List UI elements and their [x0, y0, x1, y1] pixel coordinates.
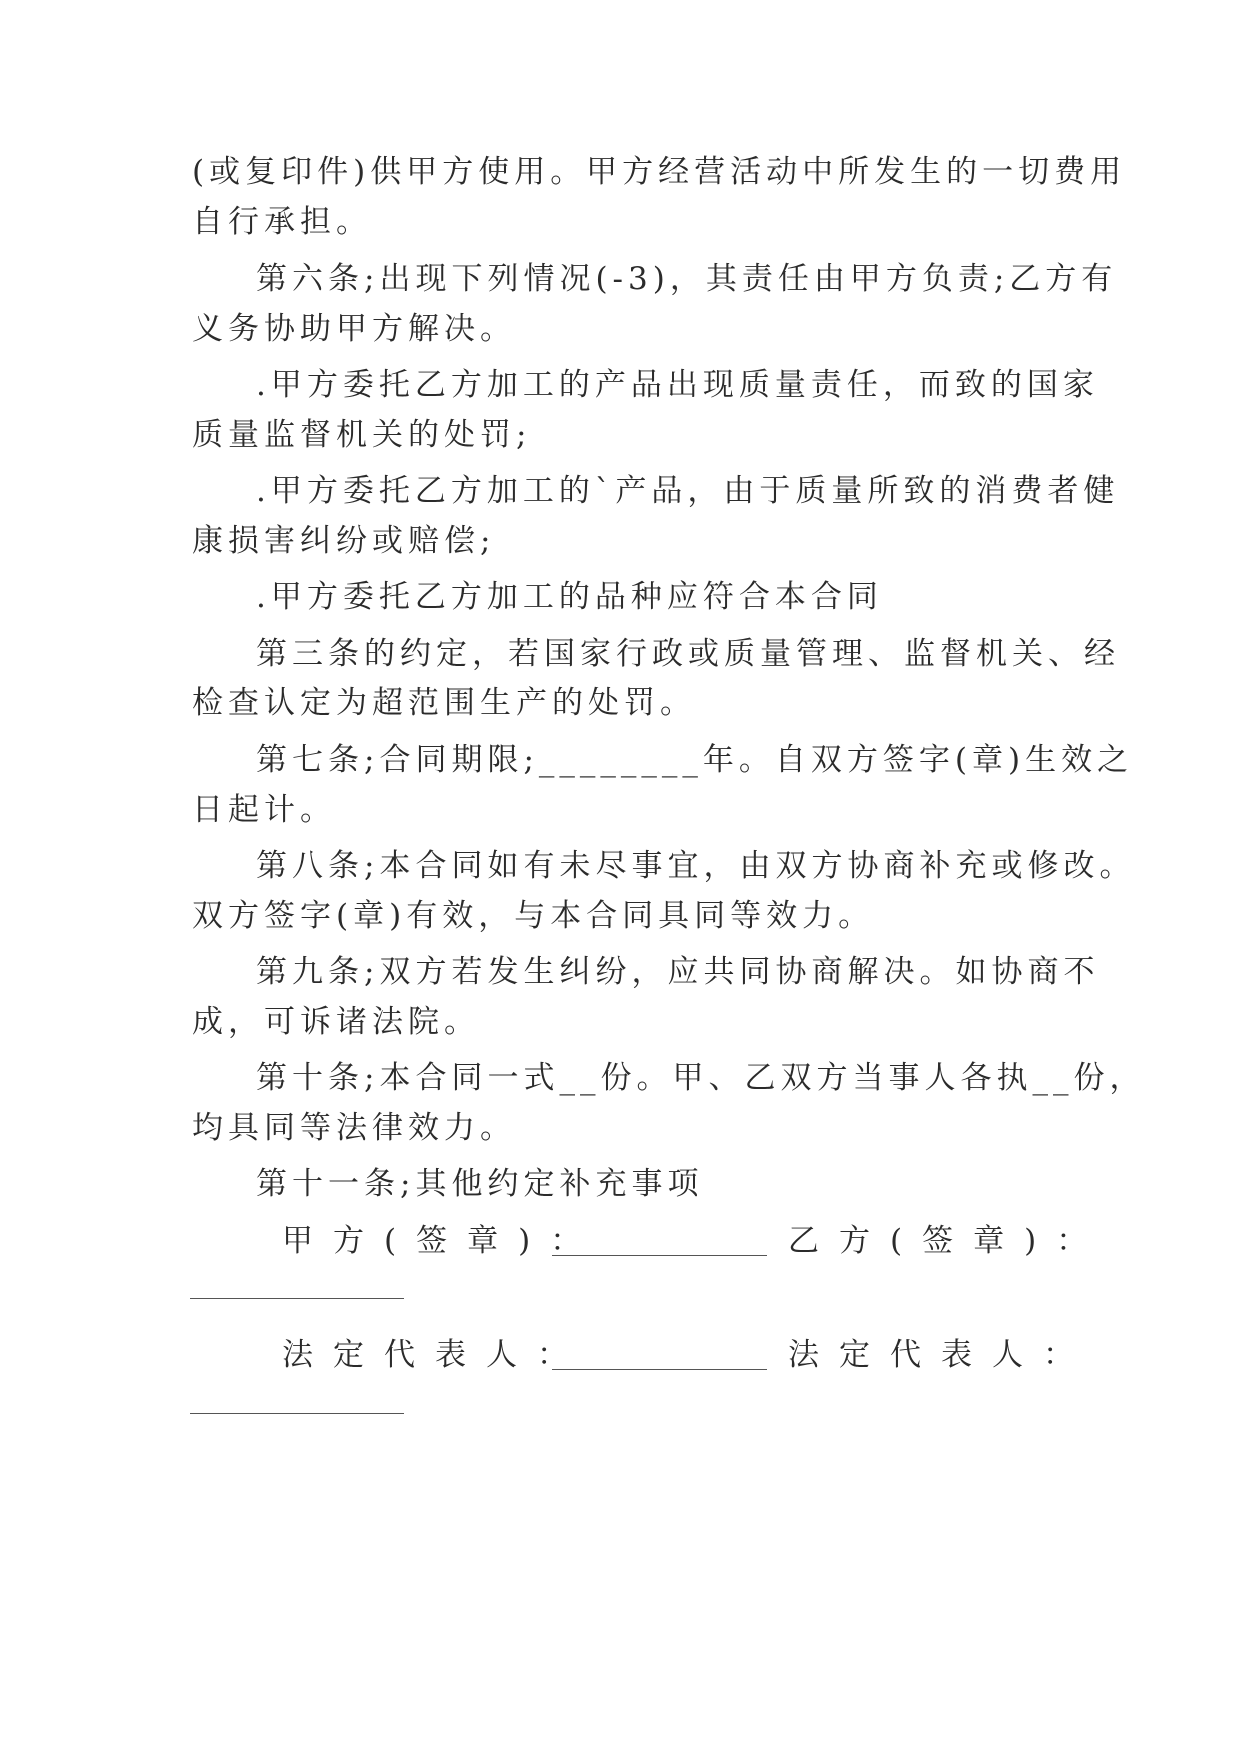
- text-line: 双方签字(章)有效，与本合同具同等效力。: [192, 898, 875, 934]
- signature-row-party: [192, 1221, 1108, 1261]
- list-item: .甲方委托乙方加工的品种应符合本合同: [256, 579, 883, 615]
- list-item: .甲方委托乙方加工的`产品，由于质量所致的消费者健: [256, 473, 1120, 509]
- article-10-heading: 第十条;本合同一式__份。甲、乙双方当事人各执__份，: [256, 1060, 1146, 1096]
- rep-a-signature-line[interactable]: [552, 1369, 767, 1370]
- text-line: (或复印件)供甲方使用。甲方经营活动中所发生的一切费用: [192, 154, 1127, 190]
- rep-b-label: 法定代表人：: [788, 1337, 1094, 1373]
- article-11-heading: 第十一条;其他约定补充事项: [256, 1166, 704, 1202]
- rep-a-label: 法定代表人：: [282, 1337, 588, 1373]
- party-a-seal-label: 甲方(签章)：: [282, 1223, 602, 1259]
- article-8-heading: 第八条;本合同如有未尽事宜，由双方协商补充或修改。: [256, 848, 1136, 884]
- party-b-signature-line[interactable]: [190, 1298, 404, 1299]
- signature-row-representative: [192, 1335, 1094, 1375]
- text-line: 质量监督机关的处罚;: [192, 417, 532, 453]
- party-a-signature-line[interactable]: [552, 1255, 767, 1256]
- article-6-heading: 第六条;出现下列情况(-3)，其责任由甲方负责;乙方有: [256, 261, 1118, 297]
- text-line: 成，可诉诸法院。: [192, 1004, 480, 1040]
- rep-b-signature-line[interactable]: [190, 1413, 404, 1414]
- text-line: 日起计。: [192, 792, 336, 828]
- text-line: 义务协助甲方解决。: [192, 311, 516, 347]
- text-line: 自行承担。: [192, 204, 372, 240]
- party-b-seal-label: 乙方(签章)：: [788, 1223, 1108, 1259]
- text-line: 第三条的约定，若国家行政或质量管理、监督机关、经: [256, 636, 1120, 672]
- text-line: 检查认定为超范围生产的处罚。: [192, 685, 696, 721]
- list-item: .甲方委托乙方加工的产品出现质量责任，而致的国家: [256, 367, 1099, 403]
- article-7-heading: 第七条;合同期限;________年。自双方签字(章)生效之: [256, 742, 1134, 778]
- article-9-heading: 第九条;双方若发生纠纷，应共同协商解决。如协商不: [256, 954, 1100, 990]
- text-line: 均具同等法律效力。: [192, 1110, 516, 1146]
- text-line: 康损害纠纷或赔偿;: [192, 523, 496, 559]
